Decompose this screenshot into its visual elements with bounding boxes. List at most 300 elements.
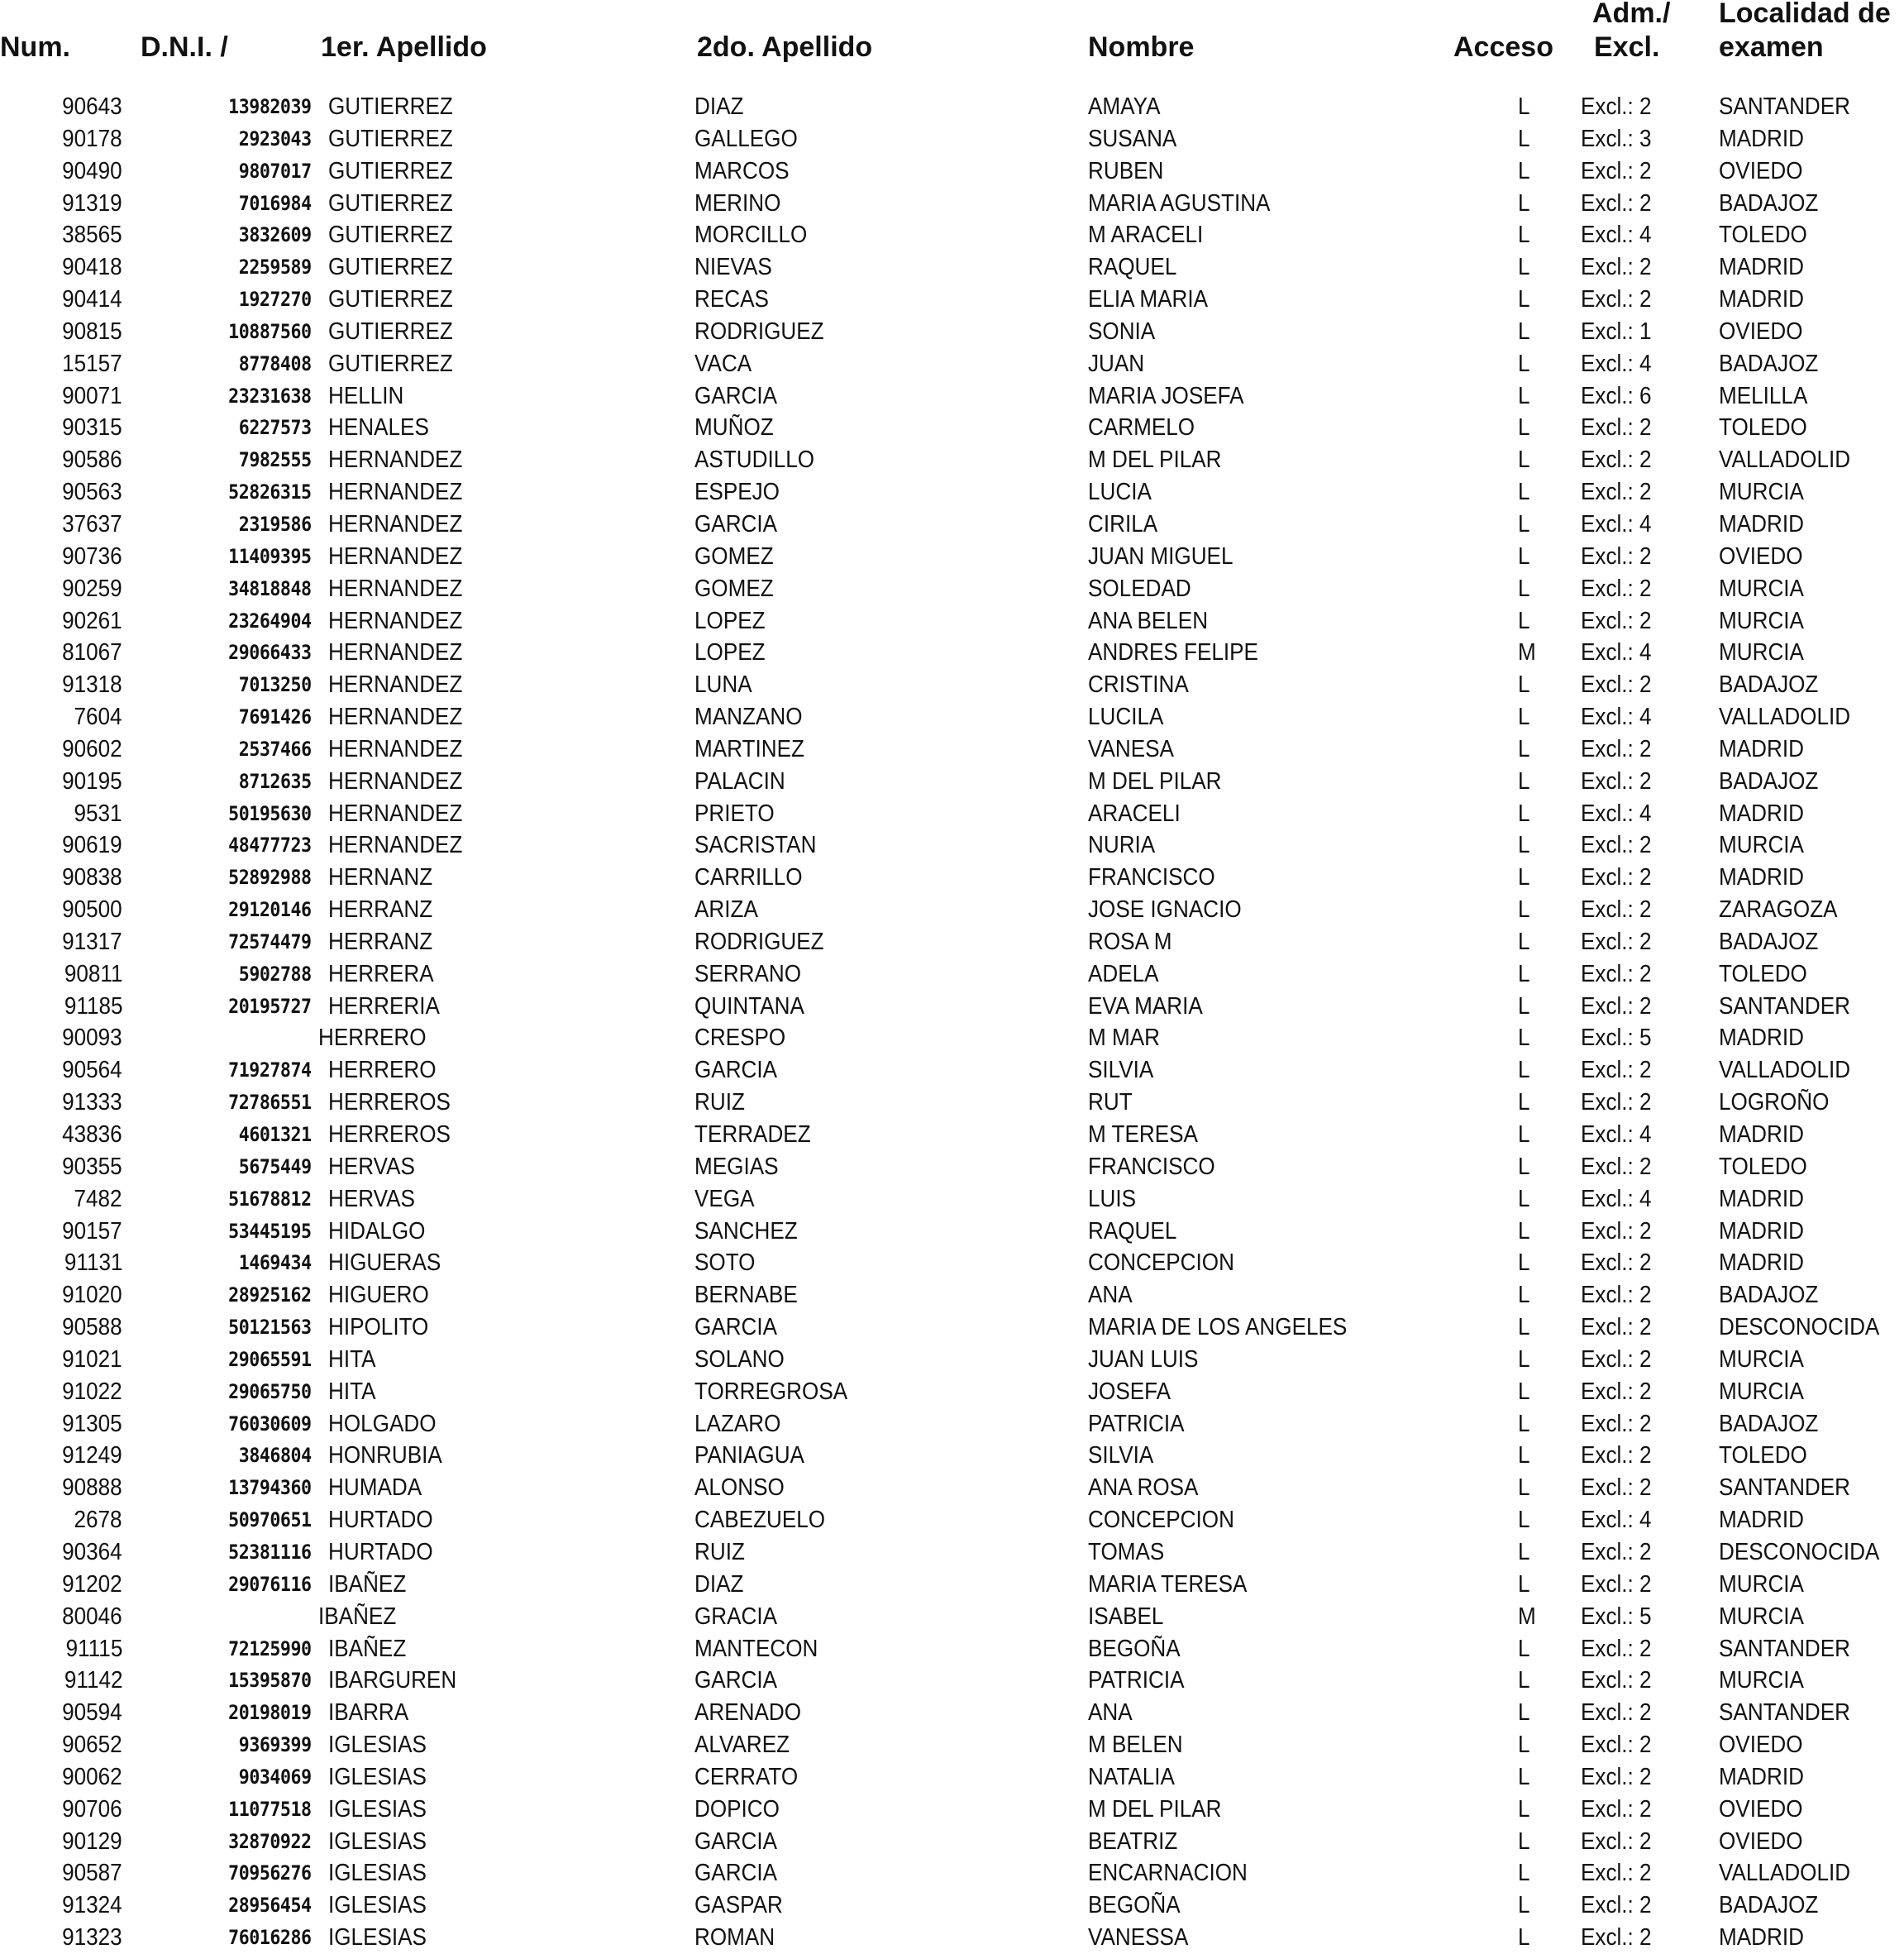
num-cell: 91131 <box>64 1249 122 1277</box>
num-cell: 90261 <box>62 607 122 634</box>
apellido2-cell: PRIETO <box>694 800 775 827</box>
acceso-cell: L <box>1518 286 1530 313</box>
apellido1-cell: HERNANDEZ <box>328 735 463 762</box>
acceso-cell: L <box>1518 125 1530 152</box>
nombre-cell: M DEL PILAR <box>1088 447 1222 474</box>
dni-cell: 13794360 <box>228 1476 312 1500</box>
apellido1-cell: HERNANDEZ <box>328 671 463 699</box>
localidad-cell: BADAJOZ <box>1719 671 1819 699</box>
header-dni: D.N.I. / <box>141 31 228 63</box>
num-cell: 90093 <box>62 1025 122 1052</box>
nombre-cell: NATALIA <box>1088 1763 1175 1790</box>
header-num: Num. <box>0 31 70 63</box>
localidad-cell: MURCIA <box>1719 607 1804 634</box>
num-cell: 91249 <box>62 1442 122 1469</box>
table-row <box>0 541 1904 573</box>
localidad-cell: VALLADOLID <box>1719 447 1851 474</box>
dni-cell: 23231638 <box>228 384 312 408</box>
num-cell: 91317 <box>62 928 122 955</box>
num-cell: 90564 <box>62 1057 122 1084</box>
num-cell: 43836 <box>62 1121 122 1148</box>
num-cell: 90643 <box>62 93 122 120</box>
dni-cell: 29065750 <box>228 1379 312 1403</box>
dni-cell: 11409395 <box>228 544 312 568</box>
num-cell: 91185 <box>64 992 122 1020</box>
apellido1-cell: HERVAS <box>328 1185 415 1212</box>
apellido2-cell: VEGA <box>694 1185 755 1212</box>
apellido1-cell: HERRERA <box>328 960 434 987</box>
nombre-cell: PATRICIA <box>1088 1667 1185 1694</box>
apellido2-cell: RODRIGUEZ <box>694 928 824 955</box>
localidad-cell: MADRID <box>1719 1249 1804 1277</box>
nombre-cell: SUSANA <box>1088 125 1177 152</box>
apellido2-cell: BERNABE <box>694 1282 798 1309</box>
table-row <box>0 926 1904 958</box>
num-cell: 15157 <box>62 350 122 377</box>
dni-cell: 52826315 <box>228 480 312 504</box>
header-apellido1: 1er. Apellido <box>321 31 487 63</box>
num-cell: 90500 <box>62 896 122 924</box>
nombre-cell: AMAYA <box>1088 93 1161 120</box>
apellido1-cell: HOLGADO <box>328 1410 437 1437</box>
table-row <box>0 1826 1904 1858</box>
table-row <box>0 766 1904 798</box>
nombre-cell: CRISTINA <box>1088 671 1189 699</box>
dni-cell: 20195727 <box>228 994 312 1018</box>
apellido2-cell: CRESPO <box>694 1025 786 1052</box>
nombre-cell: M BELEN <box>1088 1732 1183 1759</box>
adm-excl-cell: Excl.: 2 <box>1581 575 1652 602</box>
apellido2-cell: GARCIA <box>694 510 778 537</box>
acceso-cell: L <box>1518 767 1530 795</box>
apellido1-cell: IGLESIAS <box>328 1763 427 1790</box>
table-row <box>0 1890 1904 1922</box>
apellido1-cell: IBAÑEZ <box>328 1635 407 1662</box>
num-cell: 90355 <box>62 1153 122 1180</box>
adm-excl-cell: Excl.: 4 <box>1581 510 1652 537</box>
nombre-cell: ENCARNACION <box>1088 1860 1248 1887</box>
dni-cell: 13982039 <box>228 95 312 118</box>
num-cell: 91318 <box>62 671 122 699</box>
num-cell: 90414 <box>62 286 122 313</box>
apellido2-cell: GRACIA <box>694 1603 778 1630</box>
acceso-cell: L <box>1518 800 1530 827</box>
num-cell: 90811 <box>64 960 122 987</box>
num-cell: 91142 <box>64 1667 122 1694</box>
dni-cell: 32870922 <box>228 1829 312 1853</box>
num-cell: 90071 <box>62 382 122 409</box>
acceso-cell: L <box>1518 1667 1530 1694</box>
acceso-cell: L <box>1518 350 1530 377</box>
nombre-cell: M DEL PILAR <box>1088 1795 1222 1823</box>
num-cell: 38565 <box>62 222 122 249</box>
nombre-cell: PATRICIA <box>1088 1410 1185 1437</box>
table-row <box>0 1761 1904 1794</box>
acceso-cell: L <box>1518 1185 1530 1212</box>
apellido2-cell: LOPEZ <box>694 639 766 666</box>
localidad-cell: OVIEDO <box>1719 318 1803 345</box>
acceso-cell: L <box>1518 1057 1530 1084</box>
apellido1-cell: HENALES <box>328 414 429 442</box>
adm-excl-cell: Excl.: 4 <box>1581 350 1652 377</box>
nombre-cell: EVA MARIA <box>1088 992 1203 1020</box>
apellido2-cell: GOMEZ <box>694 542 774 570</box>
adm-excl-cell: Excl.: 2 <box>1581 1635 1652 1662</box>
nombre-cell: RUT <box>1088 1089 1133 1116</box>
nombre-cell: ANA <box>1088 1282 1133 1309</box>
acceso-cell: L <box>1518 479 1530 506</box>
localidad-cell: OVIEDO <box>1719 1732 1803 1759</box>
localidad-cell: SANTANDER <box>1719 1474 1851 1502</box>
table-row <box>0 380 1904 413</box>
dni-cell: 51678812 <box>228 1187 312 1211</box>
num-cell: 90062 <box>62 1763 122 1790</box>
adm-excl-cell: Excl.: 2 <box>1581 832 1652 859</box>
header-examen: examen <box>1719 31 1824 63</box>
dni-cell: 4601321 <box>239 1123 312 1146</box>
localidad-cell: MURCIA <box>1719 1345 1804 1373</box>
apellido1-cell: IBARGUREN <box>328 1667 457 1694</box>
localidad-cell: BADAJOZ <box>1719 767 1819 795</box>
num-cell: 90838 <box>62 864 122 891</box>
apellido1-cell: IBAÑEZ <box>328 1570 407 1598</box>
adm-excl-cell: Excl.: 2 <box>1581 1057 1652 1084</box>
table-row <box>0 1183 1904 1216</box>
nombre-cell: MARIA DE LOS ANGELES <box>1088 1314 1348 1341</box>
nombre-cell: ANDRES FELIPE <box>1088 639 1258 666</box>
table-row <box>0 1376 1904 1408</box>
acceso-cell: L <box>1518 960 1530 987</box>
apellido2-cell: PALACIN <box>694 767 785 795</box>
acceso-cell: L <box>1518 1507 1530 1534</box>
adm-excl-cell: Excl.: 2 <box>1581 254 1652 281</box>
dni-cell: 29065591 <box>228 1347 312 1371</box>
apellido1-cell: HITA <box>328 1345 376 1373</box>
localidad-cell: MURCIA <box>1719 1378 1804 1405</box>
apellido1-cell: GUTIERREZ <box>328 286 453 313</box>
dni-cell: 72574479 <box>228 929 312 953</box>
nombre-cell: RUBEN <box>1088 157 1164 184</box>
adm-excl-cell: Excl.: 2 <box>1581 1474 1652 1502</box>
dni-cell: 23264904 <box>228 609 312 633</box>
localidad-cell: MADRID <box>1719 1025 1804 1052</box>
localidad-cell: BADAJOZ <box>1719 1410 1819 1437</box>
adm-excl-cell: Excl.: 2 <box>1581 1249 1652 1277</box>
adm-excl-cell: Excl.: 2 <box>1581 1345 1652 1373</box>
adm-excl-cell: Excl.: 2 <box>1581 542 1652 570</box>
localidad-cell: MADRID <box>1719 125 1804 152</box>
dni-cell: 72786551 <box>228 1091 312 1115</box>
nombre-cell: FRANCISCO <box>1088 864 1215 891</box>
acceso-cell: L <box>1518 1570 1530 1598</box>
num-cell: 90129 <box>62 1827 122 1855</box>
table-row <box>0 316 1904 348</box>
apellido1-cell: HERNANDEZ <box>328 800 463 827</box>
adm-excl-cell: Excl.: 2 <box>1581 1827 1652 1855</box>
table-row <box>0 701 1904 733</box>
apellido1-cell: HERNANDEZ <box>328 767 463 795</box>
nombre-cell: BEGOÑA <box>1088 1635 1181 1662</box>
apellido2-cell: NIEVAS <box>694 254 772 281</box>
localidad-cell: MADRID <box>1719 800 1804 827</box>
acceso-cell: L <box>1518 382 1530 409</box>
acceso-cell: L <box>1518 1249 1530 1277</box>
table-row <box>0 605 1904 638</box>
acceso-cell: L <box>1518 896 1530 924</box>
acceso-cell: L <box>1518 1089 1530 1116</box>
localidad-cell: MELILLA <box>1719 382 1808 409</box>
acceso-cell: L <box>1518 414 1530 442</box>
num-cell: 81067 <box>62 639 122 666</box>
dni-cell: 8712635 <box>239 769 312 793</box>
acceso-cell: L <box>1518 864 1530 891</box>
nombre-cell: M MAR <box>1088 1025 1161 1052</box>
nombre-cell: M DEL PILAR <box>1088 767 1222 795</box>
apellido2-cell: ROMAN <box>694 1924 775 1952</box>
dni-cell: 9034069 <box>239 1765 312 1789</box>
dni-cell: 50970651 <box>228 1508 312 1532</box>
apellido2-cell: PANIAGUA <box>694 1442 804 1469</box>
localidad-cell: MADRID <box>1719 1924 1804 1952</box>
acceso-cell: L <box>1518 1282 1530 1309</box>
apellido1-cell: HELLIN <box>328 382 404 409</box>
nombre-cell: ANA ROSA <box>1088 1474 1199 1502</box>
table-row <box>0 1665 1904 1697</box>
adm-excl-cell: Excl.: 2 <box>1581 157 1652 184</box>
table-row <box>0 733 1904 766</box>
nombre-cell: ANA BELEN <box>1088 607 1209 634</box>
apellido2-cell: LUNA <box>694 671 752 699</box>
apellido1-cell: HUMADA <box>328 1474 422 1502</box>
apellido2-cell: GARCIA <box>694 382 778 409</box>
adm-excl-cell: Excl.: 4 <box>1581 1507 1652 1534</box>
table-row <box>0 798 1904 830</box>
adm-excl-cell: Excl.: 2 <box>1581 1763 1652 1790</box>
acceso-cell: L <box>1518 1378 1530 1405</box>
acceso-cell: L <box>1518 1892 1530 1919</box>
dni-cell: 7013250 <box>239 673 312 697</box>
dni-cell: 6227573 <box>239 416 312 440</box>
apellido1-cell: HERNANDEZ <box>328 542 463 570</box>
adm-excl-cell: Excl.: 2 <box>1581 414 1652 442</box>
nombre-cell: SILVIA <box>1088 1057 1154 1084</box>
adm-excl-cell: Excl.: 2 <box>1581 1570 1652 1598</box>
localidad-cell: OVIEDO <box>1719 542 1803 570</box>
dni-cell: 2537466 <box>239 737 312 761</box>
nombre-cell: TOMAS <box>1088 1538 1165 1565</box>
num-cell: 9531 <box>74 800 122 827</box>
acceso-cell: L <box>1518 318 1530 345</box>
adm-excl-cell: Excl.: 4 <box>1581 639 1652 666</box>
num-cell: 91333 <box>62 1089 122 1116</box>
apellido1-cell: GUTIERREZ <box>328 125 453 152</box>
localidad-cell: OVIEDO <box>1719 1795 1803 1823</box>
acceso-cell: L <box>1518 93 1530 120</box>
acceso-cell: L <box>1518 1538 1530 1565</box>
apellido1-cell: GUTIERREZ <box>328 254 453 281</box>
acceso-cell: L <box>1518 1025 1530 1052</box>
localidad-cell: MURCIA <box>1719 1667 1804 1694</box>
dni-cell: 50195630 <box>228 801 312 825</box>
nombre-cell: M TERESA <box>1088 1121 1198 1148</box>
localidad-cell: SANTANDER <box>1719 1635 1851 1662</box>
apellido2-cell: MORCILLO <box>694 222 808 249</box>
adm-excl-cell: Excl.: 2 <box>1581 1924 1652 1952</box>
acceso-cell: L <box>1518 1153 1530 1180</box>
acceso-cell: L <box>1518 992 1530 1020</box>
apellido1-cell: HERNANDEZ <box>328 832 463 859</box>
apellido1-cell: HURTADO <box>328 1507 433 1534</box>
apellido1-cell: HERREROS <box>328 1089 451 1116</box>
adm-excl-cell: Excl.: 6 <box>1581 382 1652 409</box>
apellido2-cell: RUIZ <box>694 1538 745 1565</box>
apellido2-cell: SANCHEZ <box>694 1217 798 1245</box>
apellido1-cell: HIGUERO <box>328 1282 429 1309</box>
table-row <box>0 348 1904 380</box>
adm-excl-cell: Excl.: 2 <box>1581 189 1652 217</box>
table-row <box>0 862 1904 894</box>
apellido2-cell: QUINTANA <box>694 992 804 1020</box>
num-cell: 90364 <box>62 1538 122 1565</box>
table-row <box>0 1087 1904 1119</box>
apellido2-cell: GOMEZ <box>694 575 774 602</box>
num-cell: 90157 <box>62 1217 122 1245</box>
table-row <box>0 991 1904 1023</box>
num-cell: 91020 <box>62 1282 122 1309</box>
adm-excl-cell: Excl.: 2 <box>1581 1282 1652 1309</box>
adm-excl-cell: Excl.: 2 <box>1581 1732 1652 1759</box>
adm-excl-cell: Excl.: 2 <box>1581 93 1652 120</box>
table-row <box>0 1279 1904 1311</box>
nombre-cell: VANESA <box>1088 735 1174 762</box>
nombre-cell: VANESSA <box>1088 1924 1189 1952</box>
table-row <box>0 188 1904 220</box>
dni-cell: 15395870 <box>228 1669 312 1693</box>
apellido2-cell: MUÑOZ <box>694 414 774 442</box>
num-cell: 90490 <box>62 157 122 184</box>
localidad-cell: BADAJOZ <box>1719 189 1819 217</box>
nombre-cell: CONCEPCION <box>1088 1249 1234 1277</box>
table-row <box>0 1408 1904 1440</box>
num-cell: 90586 <box>62 447 122 474</box>
adm-excl-cell: Excl.: 5 <box>1581 1603 1652 1630</box>
num-cell: 91319 <box>62 189 122 217</box>
apellido1-cell: IGLESIAS <box>328 1732 427 1759</box>
num-cell: 90736 <box>62 542 122 570</box>
adm-excl-cell: Excl.: 2 <box>1581 960 1652 987</box>
dni-cell: 8778408 <box>239 351 312 375</box>
acceso-cell: L <box>1518 542 1530 570</box>
adm-excl-cell: Excl.: 2 <box>1581 1410 1652 1437</box>
adm-excl-cell: Excl.: 2 <box>1581 607 1652 634</box>
table-row <box>0 1344 1904 1376</box>
apellido2-cell: SOTO <box>694 1249 756 1277</box>
table-row <box>0 284 1904 316</box>
acceso-cell: L <box>1518 735 1530 762</box>
nombre-cell: JUAN <box>1088 350 1145 377</box>
num-cell: 90652 <box>62 1732 122 1759</box>
apellido1-cell: GUTIERREZ <box>328 318 453 345</box>
data-table <box>0 91 1904 1954</box>
header-localidad: Localidad de <box>1719 0 1891 29</box>
localidad-cell: VALLADOLID <box>1719 1860 1851 1887</box>
table-row <box>0 123 1904 155</box>
nombre-cell: CONCEPCION <box>1088 1507 1234 1534</box>
apellido1-cell: HERRANZ <box>328 928 433 955</box>
nombre-cell: ELIA MARIA <box>1088 286 1209 313</box>
num-cell: 91323 <box>62 1924 122 1952</box>
apellido2-cell: GARCIA <box>694 1667 778 1694</box>
dni-cell: 71927874 <box>228 1058 312 1082</box>
num-cell: 91202 <box>62 1570 122 1598</box>
nombre-cell: RAQUEL <box>1088 1217 1177 1245</box>
table-row <box>0 1922 1904 1954</box>
apellido2-cell: GARCIA <box>694 1860 778 1887</box>
acceso-cell: L <box>1518 671 1530 699</box>
apellido1-cell: GUTIERREZ <box>328 157 453 184</box>
localidad-cell: MURCIA <box>1719 1603 1804 1630</box>
nombre-cell: LUIS <box>1088 1185 1137 1212</box>
apellido2-cell: TORREGROSA <box>694 1378 848 1405</box>
dni-cell: 29066433 <box>228 641 312 665</box>
nombre-cell: MARIA TERESA <box>1088 1570 1248 1598</box>
table-row <box>0 412 1904 444</box>
adm-excl-cell: Excl.: 2 <box>1581 479 1652 506</box>
nombre-cell: SOLEDAD <box>1088 575 1191 602</box>
localidad-cell: MADRID <box>1719 510 1804 537</box>
dni-cell: 1469434 <box>239 1251 312 1275</box>
nombre-cell: SONIA <box>1088 318 1156 345</box>
localidad-cell: SANTANDER <box>1719 93 1851 120</box>
acceso-cell: L <box>1518 607 1530 634</box>
acceso-cell: L <box>1518 1827 1530 1855</box>
apellido1-cell: IGLESIAS <box>328 1924 427 1952</box>
apellido2-cell: RECAS <box>694 286 769 313</box>
adm-excl-cell: Excl.: 2 <box>1581 992 1652 1020</box>
apellido1-cell: HERNANDEZ <box>328 510 463 537</box>
acceso-cell: L <box>1518 510 1530 537</box>
apellido1-cell: IGLESIAS <box>328 1795 427 1823</box>
apellido1-cell: HERVAS <box>328 1153 415 1180</box>
acceso-cell: L <box>1518 1442 1530 1469</box>
num-cell: 90619 <box>62 832 122 859</box>
nombre-cell: JUAN MIGUEL <box>1088 542 1234 570</box>
apellido1-cell: HERREROS <box>328 1121 451 1148</box>
acceso-cell: L <box>1518 447 1530 474</box>
adm-excl-cell: Excl.: 2 <box>1581 896 1652 924</box>
table-row <box>0 1022 1904 1054</box>
dni-cell: 29076116 <box>228 1572 312 1596</box>
header-excl: Excl. <box>1594 31 1660 63</box>
num-cell: 91022 <box>62 1378 122 1405</box>
apellido1-cell: IBAÑEZ <box>318 1603 397 1630</box>
apellido2-cell: TERRADEZ <box>694 1121 811 1148</box>
apellido2-cell: GARCIA <box>694 1057 778 1084</box>
dni-cell: 2923043 <box>239 127 312 150</box>
header-acceso: Acceso <box>1453 31 1553 63</box>
dni-cell: 3832609 <box>239 223 312 247</box>
apellido2-cell: MANTECON <box>694 1635 818 1662</box>
localidad-cell: MADRID <box>1719 1507 1804 1534</box>
acceso-cell: L <box>1518 928 1530 955</box>
localidad-cell: TOLEDO <box>1719 414 1807 442</box>
apellido2-cell: GARCIA <box>694 1827 778 1855</box>
nombre-cell: FRANCISCO <box>1088 1153 1215 1180</box>
localidad-cell: VALLADOLID <box>1719 704 1851 731</box>
apellido1-cell: HERRERIA <box>328 992 440 1020</box>
adm-excl-cell: Excl.: 2 <box>1581 735 1652 762</box>
apellido1-cell: HERRERO <box>318 1025 427 1052</box>
